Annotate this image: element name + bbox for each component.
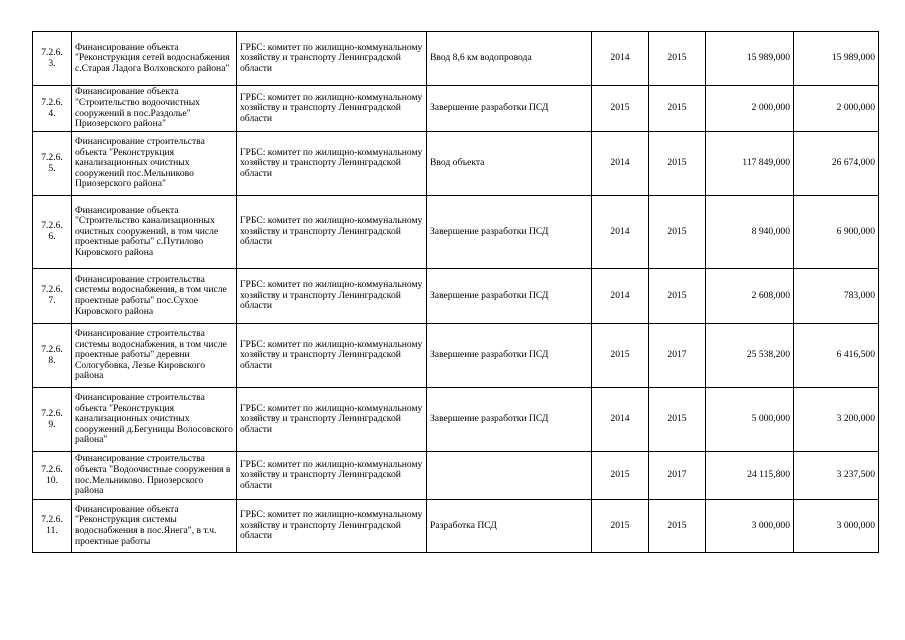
end-year-cell: 2015 — [649, 86, 706, 132]
object-name-cell: Финансирование строительства объекта "Реконструкция канализационных очистных сооружений д.Бегуницы Волосовского района" — [72, 388, 237, 452]
expected-result-cell: Завершение разработки ПСД — [427, 269, 592, 324]
end-year-cell: 2017 — [649, 324, 706, 388]
grbs-cell: ГРБС: комитет по жилищно-коммунальному хозяйству и транспорту Ленинградской области — [237, 269, 427, 324]
end-year-cell: 2015 — [649, 132, 706, 196]
expected-result-cell: Разработка ПСД — [427, 500, 592, 553]
start-year-cell: 2015 — [592, 500, 649, 553]
funding-amount-cell: 783,000 — [794, 269, 879, 324]
total-cost-cell: 2 608,000 — [706, 269, 794, 324]
total-cost-cell: 2 000,000 — [706, 86, 794, 132]
row-number-cell: 7.2.6. 7. — [33, 269, 72, 324]
object-name-cell: Финансирование строительства объекта "Реконструкция канализационных очистных сооружений пос.Мельниково Приозерского района" — [72, 132, 237, 196]
end-year-cell: 2015 — [649, 388, 706, 452]
table-body — [33, 32, 879, 553]
funding-amount-cell: 3 200,000 — [794, 388, 879, 452]
row-number-cell: 7.2.6. 6. — [33, 196, 72, 269]
grbs-cell: ГРБС: комитет по жилищно-коммунальному хозяйству и транспорту Ленинградской области — [237, 86, 427, 132]
row-number-cell: 7.2.6. 4. — [33, 86, 72, 132]
expected-result-cell — [427, 452, 592, 500]
object-name-cell: Финансирование строительства объекта "Водоочистные сооружения в пос.Мельниково. Приозерского района — [72, 452, 237, 500]
row-number-cell: 7.2.6. 9. — [33, 388, 72, 452]
grbs-cell: ГРБС: комитет по жилищно-коммунальному хозяйству и транспорту Ленинградской области — [237, 388, 427, 452]
start-year-cell: 2014 — [592, 32, 649, 86]
row-number-cell: 7.2.6. 5. — [33, 132, 72, 196]
start-year-cell: 2015 — [592, 86, 649, 132]
row-number-cell: 7.2.6. 10. — [33, 452, 72, 500]
grbs-cell: ГРБС: комитет по жилищно-коммунальному хозяйству и транспорту Ленинградской области — [237, 196, 427, 269]
grbs-cell: ГРБС: комитет по жилищно-коммунальному хозяйству и транспорту Ленинградской области — [237, 500, 427, 553]
object-name-cell: Финансирование строительства системы водоснабжения, в том числе проектные работы" пос.Сухое Кировского района — [72, 269, 237, 324]
expected-result-cell: Ввод объекта — [427, 132, 592, 196]
object-name-cell: Финансирование объекта "Реконструкция системы водоснабжения в пос.Янега", в т.ч. проектные работы — [72, 500, 237, 553]
grbs-cell: ГРБС: комитет по жилищно-коммунальному хозяйству и транспорту Ленинградской области — [237, 324, 427, 388]
end-year-cell: 2015 — [649, 269, 706, 324]
expected-result-cell: Завершение разработки ПСД — [427, 196, 592, 269]
start-year-cell: 2015 — [592, 452, 649, 500]
start-year-cell: 2014 — [592, 132, 649, 196]
start-year-cell: 2014 — [592, 196, 649, 269]
total-cost-cell: 5 000,000 — [706, 388, 794, 452]
expected-result-cell: Ввод 8,6 км водопровода — [427, 32, 592, 86]
table-row — [33, 324, 879, 388]
expected-result-cell: Завершение разработки ПСД — [427, 324, 592, 388]
table-row — [33, 132, 879, 196]
table-row — [33, 452, 879, 500]
expected-result-cell: Завершение разработки ПСД — [427, 388, 592, 452]
total-cost-cell: 25 538,200 — [706, 324, 794, 388]
expected-result-cell: Завершение разработки ПСД — [427, 86, 592, 132]
funding-amount-cell: 6 416,500 — [794, 324, 879, 388]
end-year-cell: 2015 — [649, 32, 706, 86]
total-cost-cell: 15 989,000 — [706, 32, 794, 86]
table-row — [33, 196, 879, 269]
start-year-cell: 2014 — [592, 269, 649, 324]
start-year-cell: 2015 — [592, 324, 649, 388]
object-name-cell: Финансирование объекта "Реконструкция сетей водоснабжения с.Старая Ладога Волховского района" — [72, 32, 237, 86]
row-number-cell: 7.2.6. 11. — [33, 500, 72, 553]
funding-amount-cell: 3 237,500 — [794, 452, 879, 500]
start-year-cell: 2014 — [592, 388, 649, 452]
funding-amount-cell: 6 900,000 — [794, 196, 879, 269]
end-year-cell: 2015 — [649, 196, 706, 269]
funding-amount-cell: 26 674,000 — [794, 132, 879, 196]
table-row — [33, 86, 879, 132]
program-table — [32, 31, 879, 553]
funding-amount-cell: 15 989,000 — [794, 32, 879, 86]
total-cost-cell: 117 849,000 — [706, 132, 794, 196]
funding-amount-cell: 2 000,000 — [794, 86, 879, 132]
object-name-cell: Финансирование объекта "Строительство канализационных очистных сооружений, в том числе проектные работы" с.Путилово Кировского района — [72, 196, 237, 269]
row-number-cell: 7.2.6. 8. — [33, 324, 72, 388]
total-cost-cell: 3 000,000 — [706, 500, 794, 553]
grbs-cell: ГРБС: комитет по жилищно-коммунальному хозяйству и транспорту Ленинградской области — [237, 32, 427, 86]
object-name-cell: Финансирование строительства системы водоснабжения, в том числе проектные работы" деревни Сологубовка, Лезье Кировского района — [72, 324, 237, 388]
grbs-cell: ГРБС: комитет по жилищно-коммунальному хозяйству и транспорту Ленинградской области — [237, 452, 427, 500]
end-year-cell: 2017 — [649, 452, 706, 500]
table-row — [33, 388, 879, 452]
funding-amount-cell: 3 000,000 — [794, 500, 879, 553]
grbs-cell: ГРБС: комитет по жилищно-коммунальному хозяйству и транспорту Ленинградской области — [237, 132, 427, 196]
table-row — [33, 500, 879, 553]
total-cost-cell: 24 115,800 — [706, 452, 794, 500]
table-row — [33, 269, 879, 324]
object-name-cell: Финансирование объекта "Строительство водоочистных сооружений в пос.Раздолье" Приозерского района" — [72, 86, 237, 132]
row-number-cell: 7.2.6. 3. — [33, 32, 72, 86]
total-cost-cell: 8 940,000 — [706, 196, 794, 269]
end-year-cell: 2015 — [649, 500, 706, 553]
table-row — [33, 32, 879, 86]
